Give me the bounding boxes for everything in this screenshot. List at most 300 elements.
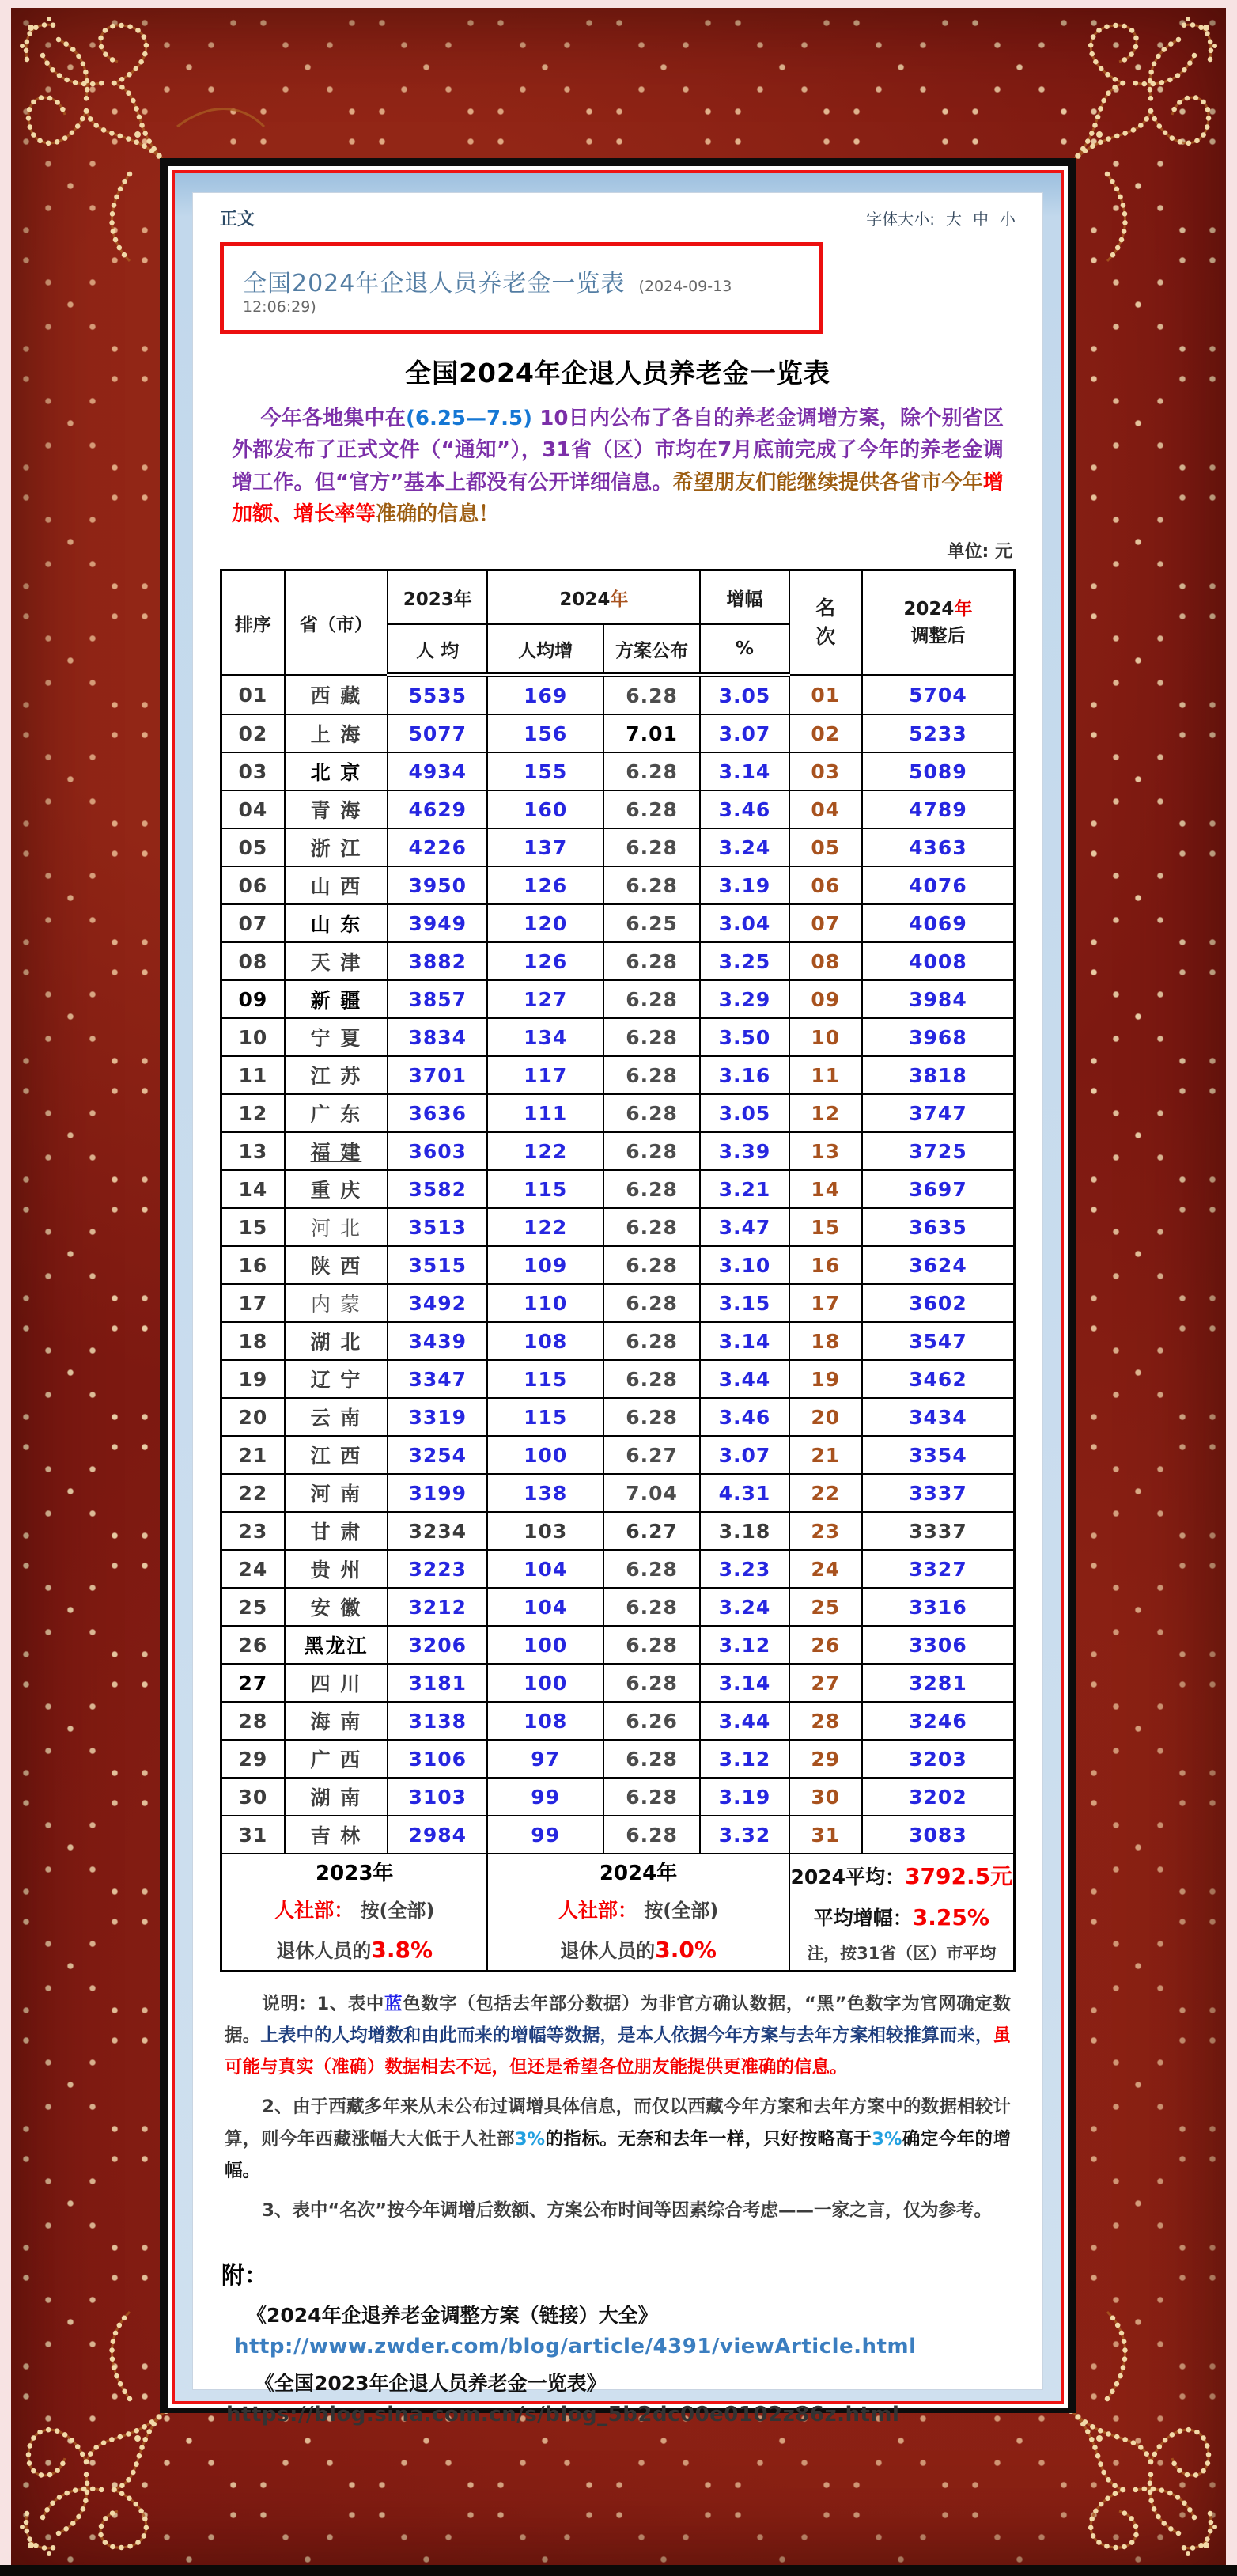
cell-rank: 19 xyxy=(221,1360,285,1398)
font-size-small[interactable]: 小 xyxy=(1000,209,1016,229)
table-row xyxy=(221,1056,1015,1094)
cell-avg: 3492 xyxy=(388,1284,487,1322)
table-row xyxy=(221,1208,1015,1246)
cell-place: 05 xyxy=(789,828,862,866)
cell-adj: 3635 xyxy=(862,1208,1015,1246)
cell-inc: 122 xyxy=(487,1132,603,1170)
content-panel xyxy=(160,158,1076,2426)
cell-adj: 3462 xyxy=(862,1360,1015,1398)
cell-rate: 3.04 xyxy=(700,904,789,942)
table-row xyxy=(221,1132,1015,1170)
cell-date: 6.28 xyxy=(603,1322,700,1360)
table-row xyxy=(221,1018,1015,1056)
cell-rank: 30 xyxy=(221,1778,285,1816)
cell-rate: 3.14 xyxy=(700,1664,789,1702)
cell-date: 6.28 xyxy=(603,942,700,980)
cell-prov: 黑龙江 xyxy=(285,1626,388,1664)
cell-prov: 云 南 xyxy=(285,1398,388,1436)
cell-avg: 3949 xyxy=(388,904,487,942)
corner-flourish xyxy=(11,2304,181,2565)
cell-rank: 12 xyxy=(221,1094,285,1132)
cell-rank: 10 xyxy=(221,1018,285,1056)
cell-rank: 22 xyxy=(221,1474,285,1512)
cell-rank: 28 xyxy=(221,1702,285,1740)
table-row xyxy=(221,904,1015,942)
cell-avg: 3138 xyxy=(388,1702,487,1740)
cell-date: 6.28 xyxy=(603,752,700,790)
cell-prov: 陕 西 xyxy=(285,1246,388,1284)
cell-prov: 广 东 xyxy=(285,1094,388,1132)
cell-avg: 3103 xyxy=(388,1778,487,1816)
cell-prov: 四 川 xyxy=(285,1664,388,1702)
cell-place: 12 xyxy=(789,1094,862,1132)
cell-rank: 24 xyxy=(221,1550,285,1588)
cell-place: 25 xyxy=(789,1588,862,1626)
cell-place: 08 xyxy=(789,942,862,980)
cell-adj: 3602 xyxy=(862,1284,1015,1322)
cell-place: 29 xyxy=(789,1740,862,1778)
cell-inc: 100 xyxy=(487,1664,603,1702)
cell-rank: 04 xyxy=(221,790,285,828)
cell-date: 6.28 xyxy=(603,980,700,1018)
cell-adj: 4789 xyxy=(862,790,1015,828)
cell-rate: 3.10 xyxy=(700,1246,789,1284)
cell-rate: 3.25 xyxy=(700,942,789,980)
table-row xyxy=(221,790,1015,828)
cell-rate: 3.32 xyxy=(700,1816,789,1854)
post-title: 全国2024年企退人员养老金一览表 xyxy=(243,270,626,297)
cell-adj: 3337 xyxy=(862,1512,1015,1550)
cell-rate: 3.07 xyxy=(700,714,789,752)
red-frame xyxy=(172,170,1064,2426)
col-header-avg: 人 均 xyxy=(388,624,487,675)
cell-adj: 3354 xyxy=(862,1436,1015,1474)
table-row xyxy=(221,1550,1015,1588)
cell-avg: 3636 xyxy=(388,1094,487,1132)
cell-rank: 17 xyxy=(221,1284,285,1322)
cell-avg: 3199 xyxy=(388,1474,487,1512)
cell-rank: 13 xyxy=(221,1132,285,1170)
table-row xyxy=(221,1094,1015,1132)
article-heading: 全国2024年企退人员养老金一览表 xyxy=(405,358,830,388)
cell-avg: 3515 xyxy=(388,1246,487,1284)
cell-prov: 山 东 xyxy=(285,904,388,942)
cell-rate: 3.50 xyxy=(700,1018,789,1056)
cell-place: 27 xyxy=(789,1664,862,1702)
cell-place: 03 xyxy=(789,752,862,790)
col-header-increase: 增幅 xyxy=(700,570,789,625)
cell-place: 02 xyxy=(789,714,862,752)
cell-avg: 3347 xyxy=(388,1360,487,1398)
pension-table xyxy=(220,569,1016,1972)
cell-rate: 3.07 xyxy=(700,1436,789,1474)
cell-rate: 3.18 xyxy=(700,1512,789,1550)
cell-inc: 100 xyxy=(487,1626,603,1664)
cell-rank: 14 xyxy=(221,1170,285,1208)
appendix-link-url-2[interactable]: https://blog.sina.com.cn/s/blog_5b2dc00e0102z86z.html xyxy=(226,2402,900,2426)
cell-inc: 155 xyxy=(487,752,603,790)
table-row xyxy=(221,1626,1015,1664)
cell-inc: 169 xyxy=(487,675,603,714)
appendix-link-title-1: 《2024年企退养老金调整方案（链接）大全》 xyxy=(247,2303,658,2327)
cell-place: 30 xyxy=(789,1778,862,1816)
table-row xyxy=(221,1512,1015,1550)
col-header-2023: 2023年 xyxy=(388,570,487,625)
cell-place: 15 xyxy=(789,1208,862,1246)
corner-flourish xyxy=(1056,8,1226,269)
cell-inc: 160 xyxy=(487,790,603,828)
cell-place: 24 xyxy=(789,1550,862,1588)
table-row xyxy=(221,714,1015,752)
cell-inc: 115 xyxy=(487,1398,603,1436)
cell-date: 6.28 xyxy=(603,1740,700,1778)
cell-adj: 3968 xyxy=(862,1018,1015,1056)
cell-adj: 4008 xyxy=(862,942,1015,980)
cell-date: 6.28 xyxy=(603,1360,700,1398)
cell-rank: 27 xyxy=(221,1664,285,1702)
cell-prov: 湖 北 xyxy=(285,1322,388,1360)
cell-prov: 湖 南 xyxy=(285,1778,388,1816)
cell-date: 6.28 xyxy=(603,1208,700,1246)
cell-prov: 吉 林 xyxy=(285,1816,388,1854)
table-row xyxy=(221,942,1015,980)
cell-avg: 3882 xyxy=(388,942,487,980)
cell-rate: 3.44 xyxy=(700,1360,789,1398)
table-row xyxy=(221,1246,1015,1284)
cell-place: 31 xyxy=(789,1816,862,1854)
cell-prov: 山 西 xyxy=(285,866,388,904)
cell-adj: 3624 xyxy=(862,1246,1015,1284)
cell-avg: 3439 xyxy=(388,1322,487,1360)
cell-rate: 3.05 xyxy=(700,675,789,714)
cell-adj: 5704 xyxy=(862,675,1015,714)
table-row xyxy=(221,675,1015,714)
cell-adj: 3697 xyxy=(862,1170,1015,1208)
cell-rate: 3.29 xyxy=(700,980,789,1018)
col-header-percent: % xyxy=(700,624,789,675)
cell-adj: 3434 xyxy=(862,1398,1015,1436)
cell-date: 6.27 xyxy=(603,1436,700,1474)
cell-date: 7.04 xyxy=(603,1474,700,1512)
cell-date: 6.28 xyxy=(603,1816,700,1854)
cell-adj: 4076 xyxy=(862,866,1015,904)
cell-place: 23 xyxy=(789,1512,862,1550)
cell-rank: 18 xyxy=(221,1322,285,1360)
note-1: 说明：1、表中蓝色数字（包括去年部分数据）为非官方确认数据，“黑”色数字为官网确定数据。上表中的人均增数和由此而来的增幅等数据，是本人依据今年方案与去年方案相较推算而来，虽可能与真实（准确）数据相去不远，但还是希望各位朋友能提供更准确的信息。 xyxy=(225,1994,1012,2078)
cell-avg: 4226 xyxy=(388,828,487,866)
cell-date: 6.28 xyxy=(603,1664,700,1702)
cell-avg: 4934 xyxy=(388,752,487,790)
cell-rate: 3.14 xyxy=(700,752,789,790)
cell-avg: 3513 xyxy=(388,1208,487,1246)
cell-adj: 3984 xyxy=(862,980,1015,1018)
cell-avg: 3223 xyxy=(388,1550,487,1588)
cell-prov: 天 津 xyxy=(285,942,388,980)
cell-place: 19 xyxy=(789,1360,862,1398)
cell-prov: 广 西 xyxy=(285,1740,388,1778)
cell-adj: 4363 xyxy=(862,828,1015,866)
cell-avg: 2984 xyxy=(388,1816,487,1854)
cell-adj: 3547 xyxy=(862,1322,1015,1360)
corner-flourish xyxy=(11,8,181,269)
cell-inc: 137 xyxy=(487,828,603,866)
table-row xyxy=(221,1474,1015,1512)
cell-rank: 20 xyxy=(221,1398,285,1436)
cell-inc: 104 xyxy=(487,1588,603,1626)
cell-inc: 122 xyxy=(487,1208,603,1246)
cell-adj: 3747 xyxy=(862,1094,1015,1132)
cell-avg: 3254 xyxy=(388,1436,487,1474)
cell-inc: 111 xyxy=(487,1094,603,1132)
cell-date: 6.28 xyxy=(603,1094,700,1132)
cell-rate: 3.23 xyxy=(700,1550,789,1588)
cell-date: 6.28 xyxy=(603,1170,700,1208)
table-row xyxy=(221,1436,1015,1474)
cell-rate: 3.15 xyxy=(700,1284,789,1322)
cell-avg: 3234 xyxy=(388,1512,487,1550)
cell-avg: 3181 xyxy=(388,1664,487,1702)
cell-rate: 3.39 xyxy=(700,1132,789,1170)
cell-date: 6.28 xyxy=(603,1398,700,1436)
cell-inc: 110 xyxy=(487,1284,603,1322)
table-row xyxy=(221,1588,1015,1626)
cell-rank: 31 xyxy=(221,1816,285,1854)
cell-place: 13 xyxy=(789,1132,862,1170)
cell-inc: 108 xyxy=(487,1702,603,1740)
table-row xyxy=(221,980,1015,1018)
cell-adj: 3083 xyxy=(862,1816,1015,1854)
cell-place: 01 xyxy=(789,675,862,714)
cell-date: 6.28 xyxy=(603,866,700,904)
cell-date: 6.28 xyxy=(603,1778,700,1816)
cell-rank: 23 xyxy=(221,1512,285,1550)
cell-date: 6.28 xyxy=(603,1056,700,1094)
cell-inc: 99 xyxy=(487,1816,603,1854)
col-header-rank: 排序 xyxy=(221,570,285,676)
cell-rate: 3.44 xyxy=(700,1702,789,1740)
cell-prov: 河 北 xyxy=(285,1208,388,1246)
cell-avg: 3603 xyxy=(388,1132,487,1170)
cell-avg: 3582 xyxy=(388,1170,487,1208)
cell-avg: 3834 xyxy=(388,1018,487,1056)
cell-prov: 安 徽 xyxy=(285,1588,388,1626)
cell-rank: 25 xyxy=(221,1588,285,1626)
intro-paragraph: 今年各地集中在(6.25—7.5) 10日内公布了各自的养老金调增方案，除个别省区外都发布了正式文件（“通知”），31省（区）市均在7月底前完成了今年的养老金调增工作。但“官方”基本上都没有公开详细信息。希望朋友们能继续提供各省市今年增加额、增长率等准确的信息！ xyxy=(232,407,1004,526)
cell-place: 14 xyxy=(789,1170,862,1208)
cell-date: 6.28 xyxy=(603,828,700,866)
cell-rate: 3.47 xyxy=(700,1208,789,1246)
table-row xyxy=(221,1170,1015,1208)
cell-rate: 3.19 xyxy=(700,1778,789,1816)
cell-place: 20 xyxy=(789,1398,862,1436)
font-size-large[interactable]: 大 xyxy=(946,209,962,229)
cell-prov: 北 京 xyxy=(285,752,388,790)
cell-rate: 3.05 xyxy=(700,1094,789,1132)
summary-2023: 2023年 人社部： 按(全部) 退休人员的3.8% xyxy=(221,1854,488,1972)
cell-adj: 3818 xyxy=(862,1056,1015,1094)
cell-date: 6.28 xyxy=(603,790,700,828)
cell-prov: 江 西 xyxy=(285,1436,388,1474)
cell-prov: 辽 宁 xyxy=(285,1360,388,1398)
cell-rank: 21 xyxy=(221,1436,285,1474)
cell-date: 6.28 xyxy=(603,1550,700,1588)
table-body xyxy=(221,675,1015,1854)
appendix-label: 附： xyxy=(221,2261,268,2289)
note-3: 3、表中“名次”按今年调增后数额、方案公布时间等因素综合考虑——一家之言，仅为参考。 xyxy=(262,2199,992,2221)
col-header-place: 名 次 xyxy=(789,570,862,676)
cell-avg: 4629 xyxy=(388,790,487,828)
col-header-2024: 2024年 xyxy=(487,570,700,625)
cell-date: 6.28 xyxy=(603,1018,700,1056)
cell-date: 6.28 xyxy=(603,1132,700,1170)
cell-rank: 05 xyxy=(221,828,285,866)
table-row xyxy=(221,752,1015,790)
cell-date: 6.28 xyxy=(603,1588,700,1626)
col-header-avg-increase: 人均增 xyxy=(487,624,603,675)
cell-date: 6.28 xyxy=(603,675,700,714)
cell-rank: 02 xyxy=(221,714,285,752)
cell-prov: 甘 肃 xyxy=(285,1512,388,1550)
font-size-controls xyxy=(866,206,1016,229)
cell-adj: 4069 xyxy=(862,904,1015,942)
cell-prov: 内 蒙 xyxy=(285,1284,388,1322)
cell-date: 7.01 xyxy=(603,714,700,752)
cell-inc: 138 xyxy=(487,1474,603,1512)
table-row xyxy=(221,1816,1015,1854)
post-title-box xyxy=(220,242,823,334)
cell-rank: 06 xyxy=(221,866,285,904)
cell-place: 10 xyxy=(789,1018,862,1056)
cell-date: 6.28 xyxy=(603,1626,700,1664)
cell-rate: 3.46 xyxy=(700,1398,789,1436)
col-header-scheme-date: 方案公布 xyxy=(603,624,700,675)
cell-inc: 100 xyxy=(487,1436,603,1474)
cell-prov: 青 海 xyxy=(285,790,388,828)
cell-inc: 115 xyxy=(487,1170,603,1208)
cell-rate: 3.21 xyxy=(700,1170,789,1208)
bottom-black-strip xyxy=(0,2565,1237,2576)
cell-inc: 126 xyxy=(487,866,603,904)
cell-prov: 海 南 xyxy=(285,1702,388,1740)
font-size-medium[interactable]: 中 xyxy=(973,209,989,229)
cell-place: 22 xyxy=(789,1474,862,1512)
cell-date: 6.28 xyxy=(603,1246,700,1284)
cell-rate: 3.12 xyxy=(700,1626,789,1664)
table-row xyxy=(221,1740,1015,1778)
table-row xyxy=(221,1702,1015,1740)
cell-place: 09 xyxy=(789,980,862,1018)
cell-place: 17 xyxy=(789,1284,862,1322)
cell-inc: 115 xyxy=(487,1360,603,1398)
cell-rank: 09 xyxy=(221,980,285,1018)
table-row xyxy=(221,1664,1015,1702)
col-header-province: 省（市） xyxy=(285,570,388,676)
cell-rank: 03 xyxy=(221,752,285,790)
summary-average: 2024平均：3792.5元 平均增幅：3.25% 注，按31省（区）市平均 xyxy=(789,1854,1015,1972)
cell-date: 6.28 xyxy=(603,1284,700,1322)
font-size-label: 字体大小: xyxy=(866,209,935,229)
cell-prov: 江 苏 xyxy=(285,1056,388,1094)
cell-rank: 15 xyxy=(221,1208,285,1246)
cell-inc: 109 xyxy=(487,1246,603,1284)
article-card xyxy=(192,192,1043,2426)
corner-flourish xyxy=(1056,2304,1226,2565)
cell-avg: 3701 xyxy=(388,1056,487,1094)
table-row xyxy=(221,866,1015,904)
cell-prov: 河 南 xyxy=(285,1474,388,1512)
appendix-link-url-1[interactable]: http://www.zwder.com/blog/article/4391/viewArticle.html xyxy=(234,2334,917,2358)
table-row xyxy=(221,1284,1015,1322)
cell-rate: 3.46 xyxy=(700,790,789,828)
cell-rank: 01 xyxy=(221,675,285,714)
cell-inc: 117 xyxy=(487,1056,603,1094)
table-row xyxy=(221,1322,1015,1360)
cell-rate: 3.16 xyxy=(700,1056,789,1094)
cell-prov: 福 建 xyxy=(285,1132,388,1170)
table-row xyxy=(221,1360,1015,1398)
cell-place: 18 xyxy=(789,1322,862,1360)
cell-place: 21 xyxy=(789,1436,862,1474)
cell-prov: 宁 夏 xyxy=(285,1018,388,1056)
cell-inc: 97 xyxy=(487,1740,603,1778)
cell-rank: 08 xyxy=(221,942,285,980)
cell-place: 06 xyxy=(789,866,862,904)
cell-avg: 3206 xyxy=(388,1626,487,1664)
cell-inc: 103 xyxy=(487,1512,603,1550)
cell-inc: 108 xyxy=(487,1322,603,1360)
cell-rank: 26 xyxy=(221,1626,285,1664)
cell-avg: 5535 xyxy=(388,675,487,714)
cell-inc: 127 xyxy=(487,980,603,1018)
cell-inc: 134 xyxy=(487,1018,603,1056)
cell-rank: 29 xyxy=(221,1740,285,1778)
cell-date: 6.27 xyxy=(603,1512,700,1550)
cell-avg: 3319 xyxy=(388,1398,487,1436)
page-chrome xyxy=(220,204,1016,231)
cell-adj: 3202 xyxy=(862,1778,1015,1816)
cell-place: 07 xyxy=(789,904,862,942)
cell-adj: 3337 xyxy=(862,1474,1015,1512)
cell-inc: 99 xyxy=(487,1778,603,1816)
cell-prov: 新 疆 xyxy=(285,980,388,1018)
table-row xyxy=(221,1778,1015,1816)
cell-rate: 3.14 xyxy=(700,1322,789,1360)
cell-place: 04 xyxy=(789,790,862,828)
cell-adj: 3327 xyxy=(862,1550,1015,1588)
cell-place: 11 xyxy=(789,1056,862,1094)
cell-rate: 3.19 xyxy=(700,866,789,904)
cell-place: 16 xyxy=(789,1246,862,1284)
unit-label: 单位: 元 xyxy=(947,542,1012,563)
cell-avg: 3106 xyxy=(388,1740,487,1778)
cell-adj: 3316 xyxy=(862,1588,1015,1626)
cell-inc: 120 xyxy=(487,904,603,942)
table-row xyxy=(221,1398,1015,1436)
post-timestamp: (2024-09-13 12:06:29) xyxy=(243,278,732,316)
cell-adj: 5089 xyxy=(862,752,1015,790)
cell-date: 6.25 xyxy=(603,904,700,942)
cell-adj: 5233 xyxy=(862,714,1015,752)
cell-adj: 3306 xyxy=(862,1626,1015,1664)
cell-adj: 3281 xyxy=(862,1664,1015,1702)
cell-place: 28 xyxy=(789,1702,862,1740)
cell-adj: 3203 xyxy=(862,1740,1015,1778)
cell-rank: 07 xyxy=(221,904,285,942)
cell-adj: 3725 xyxy=(862,1132,1015,1170)
summary-2024: 2024年 人社部： 按(全部) 退休人员的3.0% xyxy=(487,1854,789,1972)
body-section-label: 正文 xyxy=(220,209,255,229)
cell-avg: 3950 xyxy=(388,866,487,904)
